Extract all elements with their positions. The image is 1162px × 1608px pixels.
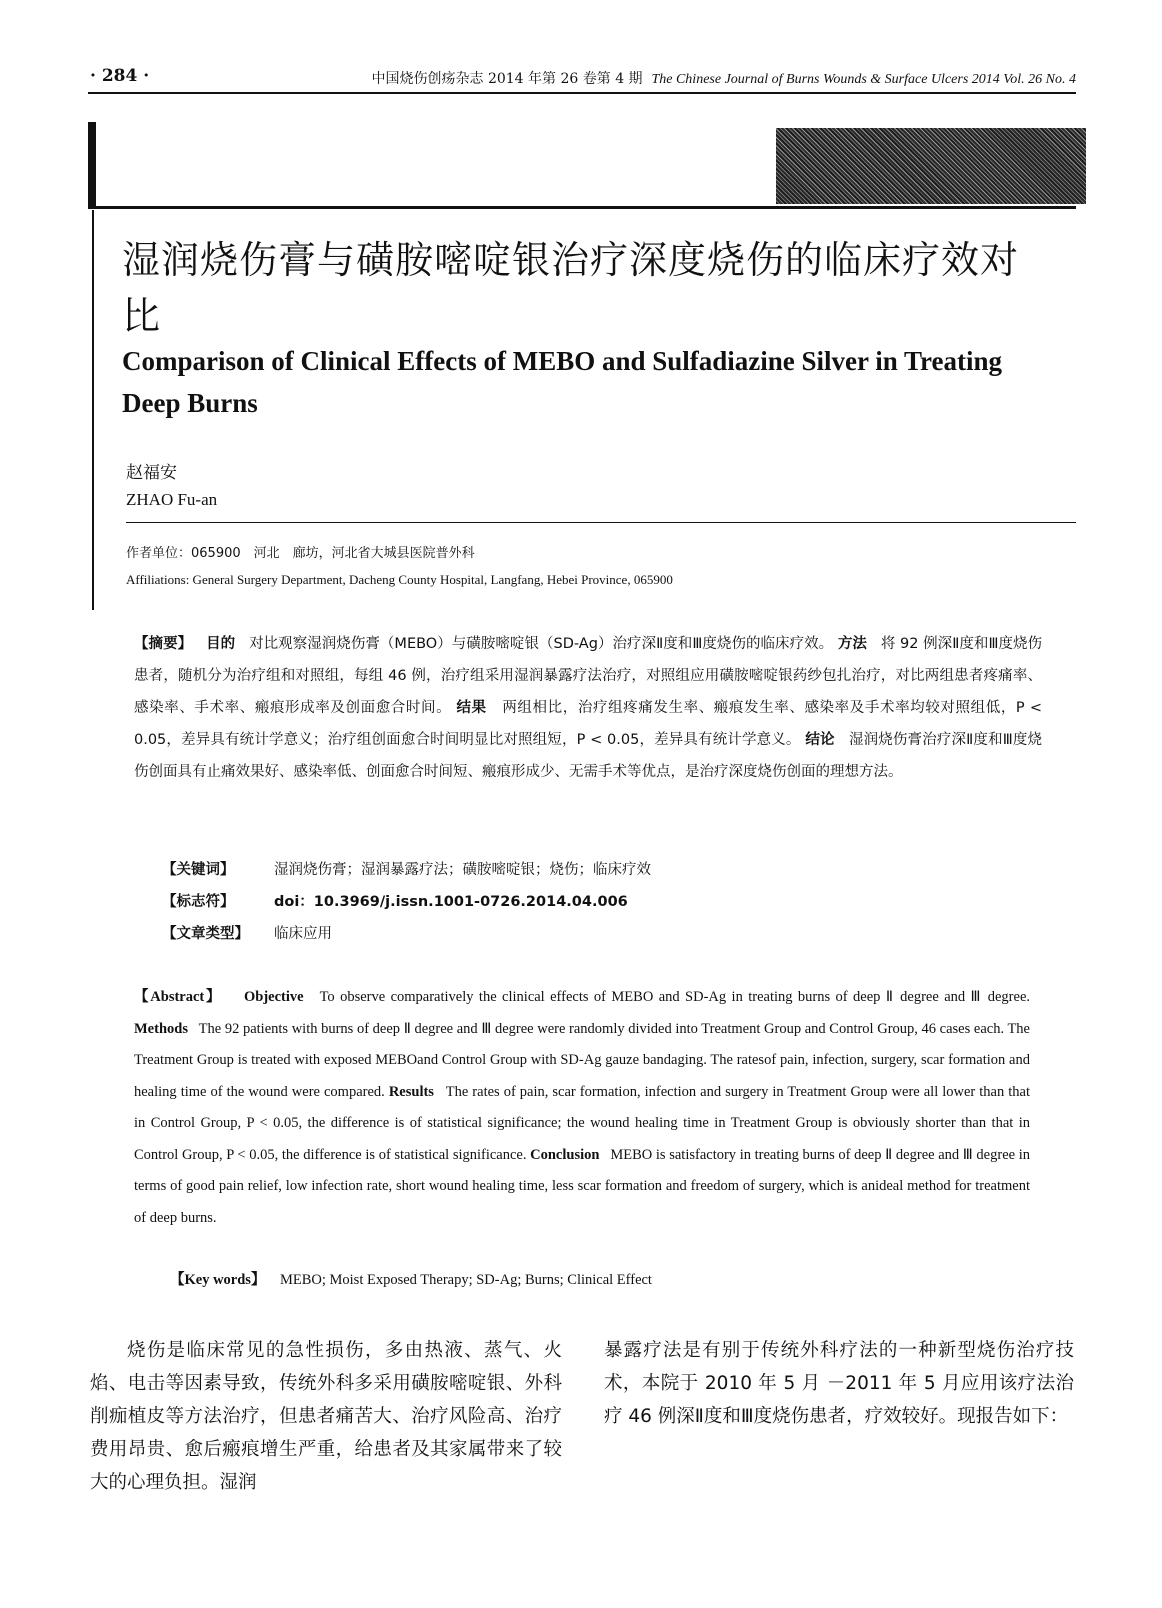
objective-text-cn: 对比观察湿润烧伤膏（MEBO）与磺胺嘧啶银（SD-Ag）治疗深Ⅱ度和Ⅲ度烧伤的临床疗效。 [249, 636, 834, 652]
doi-label: 【标志符】 [162, 894, 235, 910]
body-paragraph-right: 暴露疗法是有别于传统外科疗法的一种新型烧伤治疗技术，本院于 2010 年 5 月 －2011 年 5 月应用该疗法治疗 46 例深Ⅱ度和Ⅲ度烧伤患者，疗效较好。现报告如下： [604, 1340, 1074, 1427]
body-column-right [604, 1334, 1074, 1433]
page-number: · 284 · [90, 66, 150, 86]
methods-text-en: The 92 patients with burns of deep Ⅱ degree and Ⅲ degree were randomly divided into Treatment Group and Control Group, 46 cases each. The Treatment Group is treated with exposed MEBOand Control Group with SD-Ag gauze bandaging. The ratesof pain, infection, surgery, scar formation and healing time of the wound were compared. [134, 1020, 1030, 1100]
conclusion-label-en: Conclusion [530, 1146, 600, 1163]
conclusion-label-cn: 结论 [805, 732, 835, 748]
keywords-value-cn: 湿润烧伤膏；湿润暴露疗法；磺胺嘧啶银；烧伤；临床疗效 [274, 862, 651, 878]
keywords-label-cn: 【关键词】 [162, 862, 235, 878]
abstract-cn [134, 628, 1042, 788]
body-paragraph-left: 烧伤是临床常见的急性损伤，多由热液、蒸气、火焰、电击等因素导致，传统外科多采用磺胺嘧啶银、外科削痂植皮等方法治疗，但患者痛苦大、治疗风险高、治疗费用昂贵、愈后瘢痕增生严重，给患者及其家属带来了较大的心理负担。湿润 [90, 1340, 562, 1493]
objective-label-cn: 目的 [206, 636, 236, 652]
affiliation-en: Affiliations: General Surgery Department, Dacheng County Hospital, Langfang, Hebei Province, 065900 [126, 572, 673, 587]
article-type-label: 【文章类型】 [162, 926, 249, 942]
doi-line [162, 890, 628, 911]
abstract-label-en: 【Abstract】 [134, 989, 223, 1005]
objective-text-en: To observe comparatively the clinical effects of MEBO and SD-Ag in treating burns of deep Ⅱ degree and Ⅲ degree. [319, 989, 1031, 1005]
article-title-cn: 湿润烧伤膏与磺胺嘧啶银治疗深度烧伤的临床疗效对比 [122, 238, 1020, 338]
affiliation-cn: 作者单位：065900 河北 廊坊，河北省大城县医院普外科 [126, 546, 475, 561]
doi-value: doi：10.3969/j.issn.1001-0726.2014.04.006 [274, 894, 628, 910]
conclusion-text-en: MEBO is satisfactory in treating burns of deep Ⅱ degree and Ⅲ degree in terms of good pain relief, low infection rate, short wound healing time, less scar formation and freedom of surgery, which is anideal method for treatment of deep burns. [134, 1146, 1030, 1226]
methods-label-en: Methods [134, 1020, 188, 1037]
keywords-value-en: MEBO; Moist Exposed Therapy; SD-Ag; Burns; Clinical Effect [279, 1272, 652, 1288]
title-block-bar [88, 122, 96, 208]
keywords-label-en: 【Key words】 [170, 1272, 266, 1288]
keywords-en [170, 1268, 652, 1289]
results-label-en: Results [388, 1083, 434, 1100]
conclusion-text-cn: 湿润烧伤膏治疗深Ⅱ度和Ⅲ度烧伤创面具有止痛效果好、感染率低、创面愈合时间短、瘢痕形成少、无需手术等优点，是治疗深度烧伤创面的理想方法。 [134, 732, 1043, 780]
methods-label-cn: 方法 [837, 636, 867, 652]
journal-name-cn: 中国烧伤创疡杂志 2014 年第 26 卷第 4 期 [371, 71, 643, 87]
methods-text-cn: 将 92 例深Ⅱ度和Ⅲ度烧伤患者，随机分为治疗组和对照组，每组 46 例，治疗组采用湿润暴露疗法治疗，对照组应用磺胺嘧啶银药纱包扎治疗，对比两组患者疼痛率、感染率、手术率、瘢痕形成率及创面愈合时间。 [134, 636, 1043, 716]
journal-name-en: The Chinese Journal of Burns Wounds & Surface Ulcers 2014 Vol. 26 No. 4 [651, 72, 1076, 87]
article-type-value: 临床应用 [274, 926, 332, 942]
decorative-texture-block [776, 128, 1086, 204]
abstract-label-cn: 【摘要】 [134, 636, 193, 652]
author-name-en: ZHAO Fu-an [126, 490, 218, 509]
article-type-line [162, 922, 332, 943]
results-text-en: The rates of pain, scar formation, infection and surgery in Treatment Group were all lower than that in Control Group, P < 0.05, the difference is of statistical significance; the wound healing time in Treatment Group is obviously shorter than that in Control Group, P < 0.05, the difference is of statistical significance. [134, 1083, 1030, 1163]
results-text-cn: 两组相比，治疗组疼痛发生率、瘢痕发生率、感染率及手术率均较对照组低，P < 0.05，差异具有统计学意义；治疗组创面愈合时间明显比对照组短，P < 0.05，差异具有统计学意义。 [134, 700, 1043, 748]
title-left-rule [92, 210, 94, 610]
body-column-left [90, 1334, 562, 1499]
author-rule [126, 522, 1076, 523]
journal-running-header [372, 68, 1077, 88]
article-title-en: Comparison of Clinical Effects of MEBO and Sulfadiazine Silver in Treating Deep Burns [122, 346, 1003, 418]
objective-label-en: Objective [243, 989, 304, 1005]
author-name-cn: 赵福安 [126, 463, 177, 483]
title-block-rule [88, 206, 1076, 209]
keywords-cn [162, 858, 651, 879]
abstract-en [134, 982, 1030, 1234]
results-label-cn: 结果 [456, 700, 487, 716]
header-rule [88, 92, 1076, 94]
